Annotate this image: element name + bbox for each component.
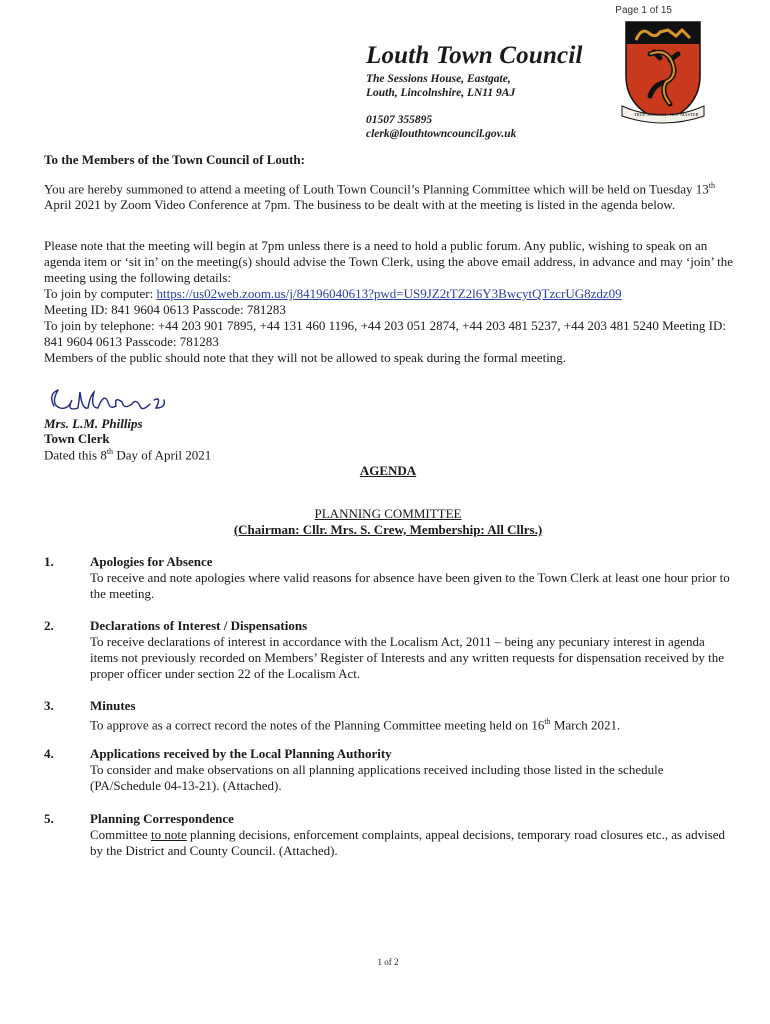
address-line-2: Louth, Lincolnshire, LN11 9AJ (366, 87, 516, 99)
page-footer: 1 of 2 (377, 957, 399, 967)
motto-left: TRUE SERVANT (634, 112, 667, 117)
dated-line: Dated this 8th Day of April 2021 (44, 447, 212, 463)
salutation: To the Members of the Town Council of Louth: (44, 152, 305, 167)
council-crest-icon (620, 18, 706, 126)
signature-icon (44, 382, 184, 418)
zoom-link[interactable]: https://us02web.zoom.us/j/84196040613?pwd=US9JZ2tTZ2l6Y3BwcytQTzcrUG8zdz09 (156, 286, 622, 301)
council-name: Louth Town Council (366, 42, 583, 69)
telephone-line: To join by telephone: +44 203 901 7895, +44 131 460 1196, +44 203 051 2874, +44 203 481 5237, +44 203 481 5240 Meeting ID: 841 9604 0613 Passcode: 781283 (44, 318, 726, 349)
clerk-title: Town Clerk (44, 431, 110, 446)
phone-number: 01507 355895 (366, 114, 433, 126)
committee-title: PLANNING COMMITTEE (314, 506, 462, 521)
notice-intro: Please note that the meeting will begin at 7pm unless there is a need to hold a public forum. Any public, wishing to speak on an agenda item or ‘sit in’ on the meeting(s) should advise the Town Clerk, using the above email address, in advance and may ‘join’ the meeting using the following details: (44, 238, 733, 285)
email-address: clerk@louthtowncouncil.gov.uk (366, 128, 517, 140)
computer-label: To join by computer: (44, 286, 157, 301)
address-line-1: The Sessions House, Eastgate, (366, 73, 511, 85)
meeting-id-line: Meeting ID: 841 9604 0613 Passcode: 781283 (44, 302, 286, 317)
clerk-name: Mrs. L.M. Phillips (44, 416, 143, 431)
committee-chair: (Chairman: Cllr. Mrs. S. Crew, Membership: All Cllrs.) (233, 522, 543, 537)
motto-right: NOT MASTER (670, 112, 699, 117)
page-number: Page 1 of 15 (615, 5, 672, 16)
summons-paragraph: You are hereby summoned to attend a meeting of Louth Town Council’s Planning Committee which will be held on Tuesday 13th April 2021 by Zoom Video Conference at 7pm. The business to be dealt with at the meeting is listed in the agenda below. (44, 181, 716, 213)
agenda-heading: AGENDA (359, 463, 417, 478)
notice-paragraph (44, 238, 734, 366)
formal-meeting-note: Members of the public should note that they will not be allowed to speak during the formal meeting. (44, 350, 567, 365)
